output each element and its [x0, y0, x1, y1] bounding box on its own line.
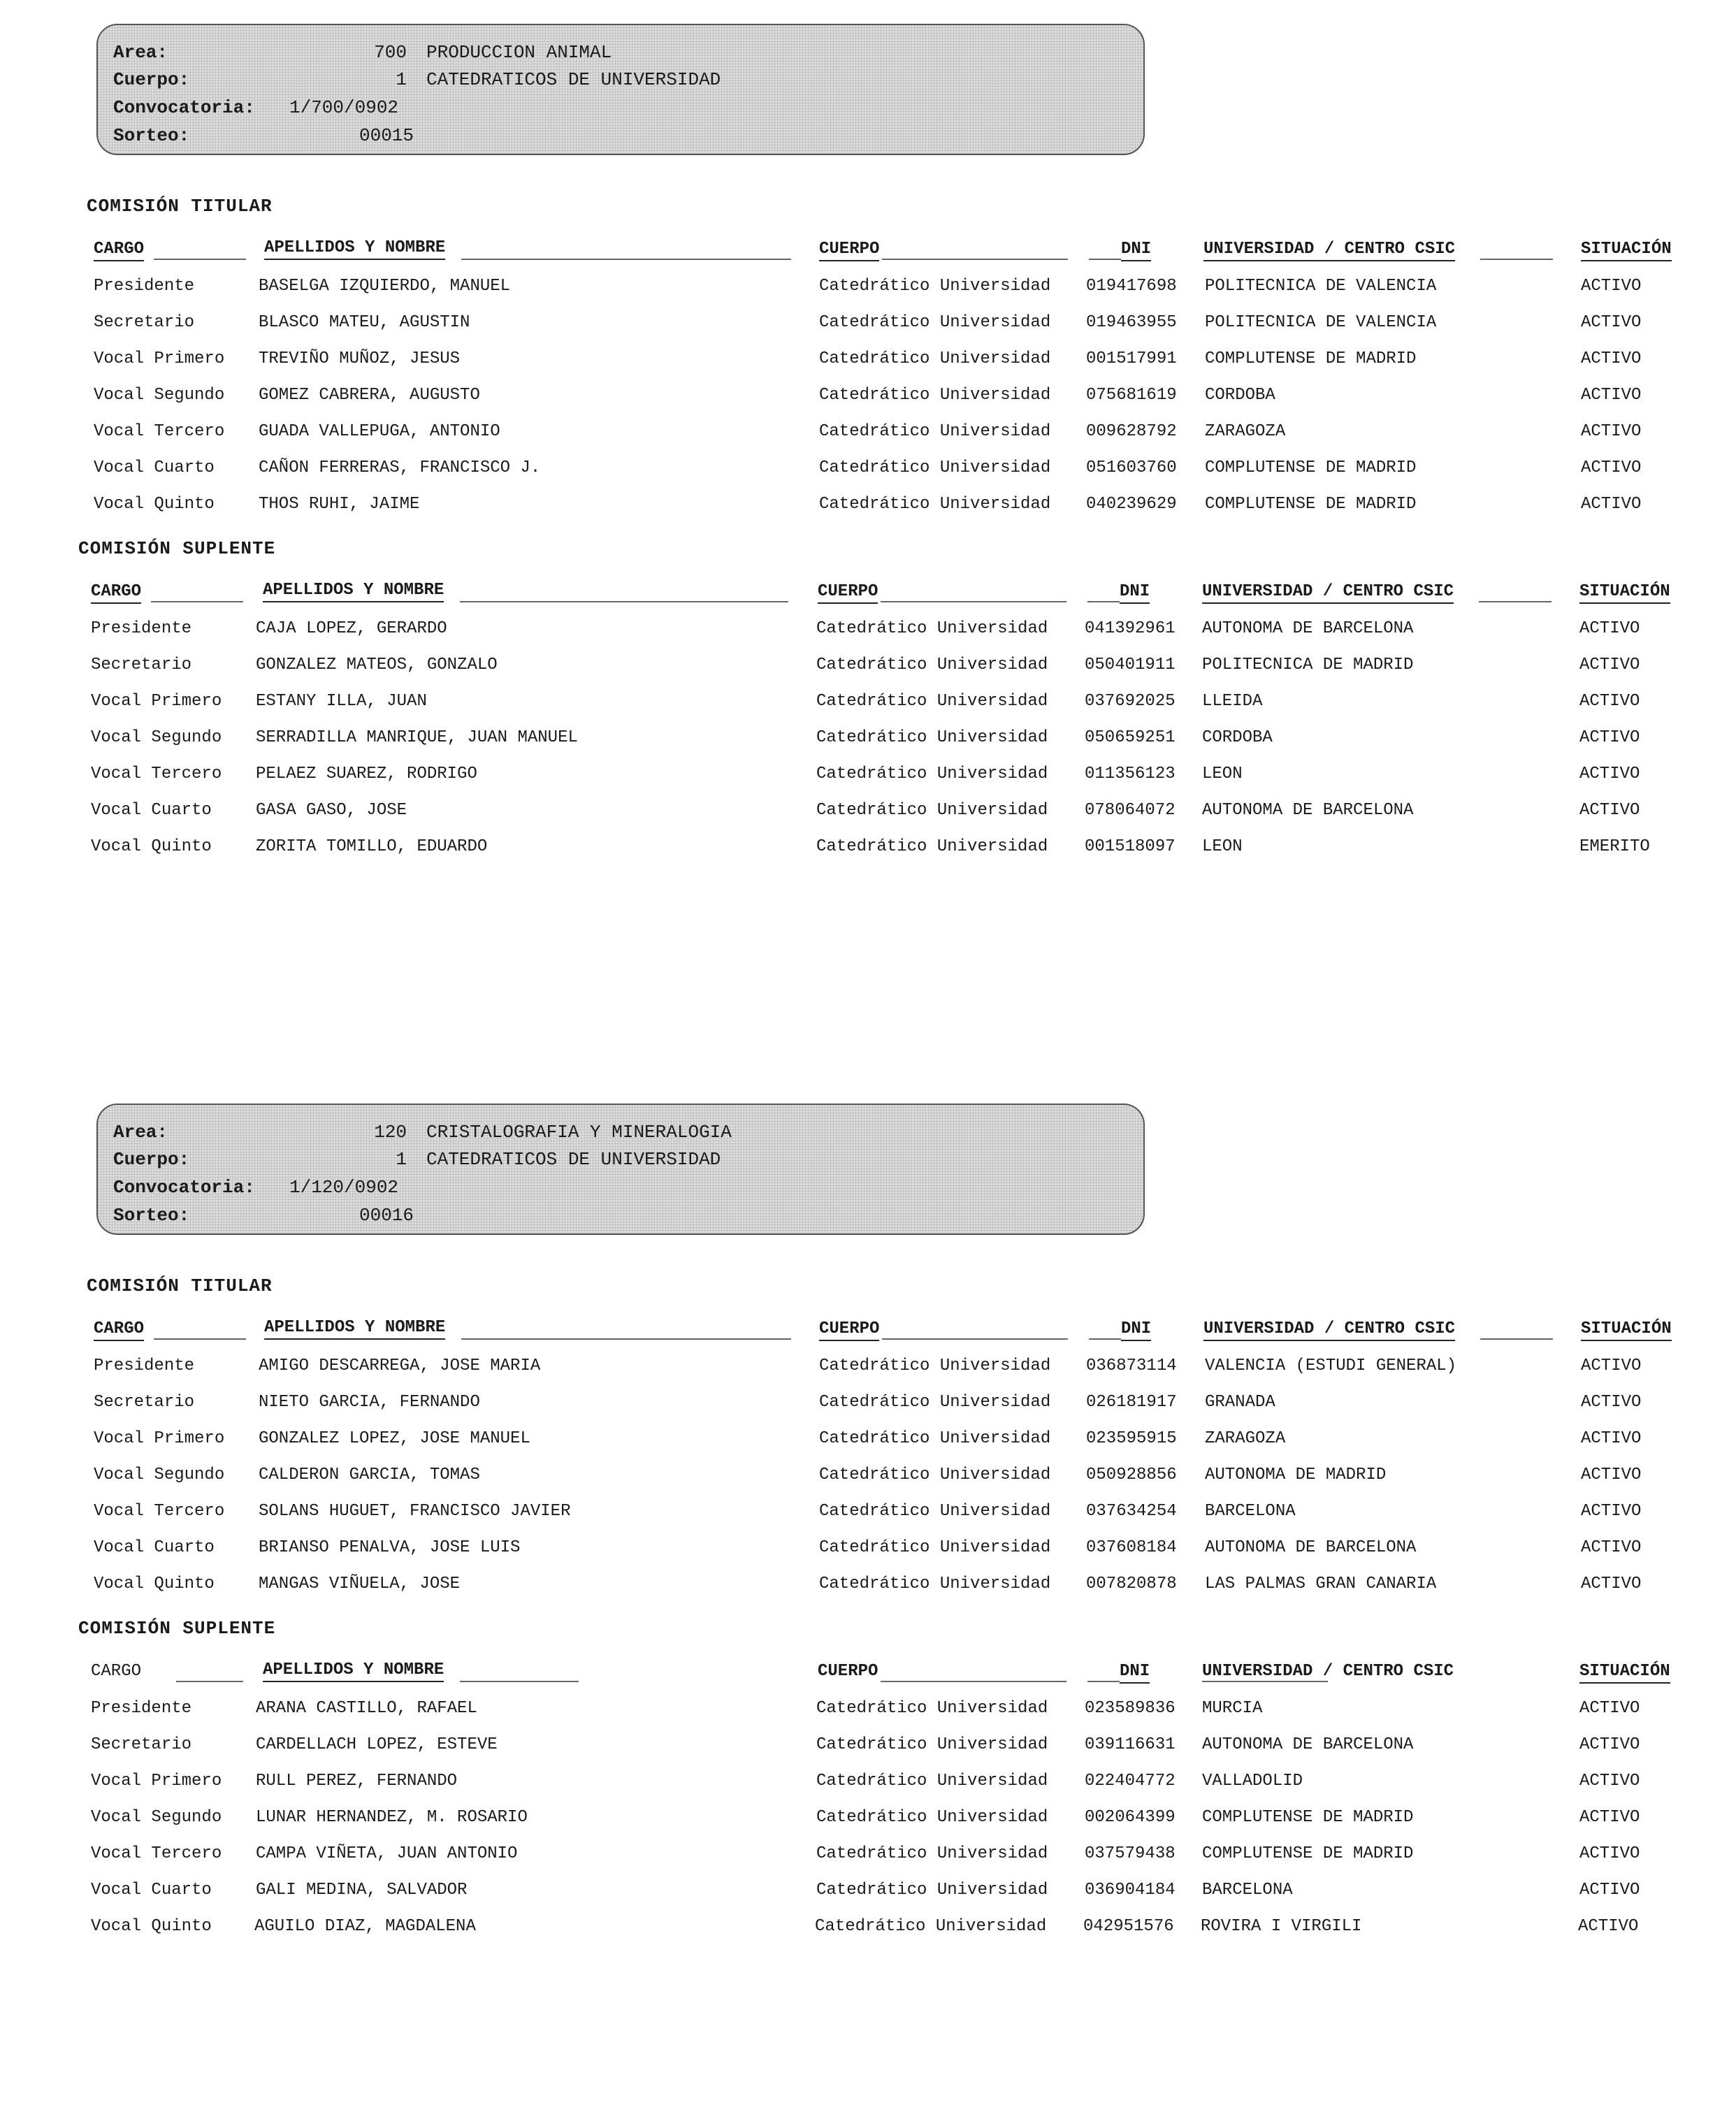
cuerpo-cell: Catedrático Universidad — [819, 386, 1051, 405]
col-rule — [154, 1338, 246, 1340]
cuerpo-code: 1 — [396, 69, 407, 90]
nombre-cell: ESTANY ILLA, JUAN — [256, 692, 427, 711]
situacion-cell: ACTIVO — [1581, 1357, 1642, 1375]
cargo-cell: Presidente — [94, 277, 195, 296]
nombre-cell: BASELGA IZQUIERDO, MANUEL — [259, 277, 511, 296]
col-rule — [881, 1681, 1066, 1682]
situacion-cell: ACTIVO — [1581, 1575, 1642, 1593]
dni-cell: 042951576 — [1083, 1917, 1174, 1936]
col-rule — [460, 601, 788, 602]
table-row — [0, 377, 1736, 414]
nombre-cell: TREVIÑO MUÑOZ, JESUS — [259, 349, 461, 368]
table-row — [0, 341, 1736, 377]
cuerpo-name: CATEDRATICOS DE UNIVERSIDAD — [426, 1149, 721, 1170]
dni-cell: 050928856 — [1086, 1466, 1177, 1484]
nombre-cell: GONZALEZ LOPEZ, JOSE MANUEL — [259, 1429, 530, 1448]
col-dni-header: DNI — [1121, 239, 1151, 261]
universidad-cell: ZARAGOZA — [1205, 1429, 1286, 1448]
universidad-cell: COMPLUTENSE DE MADRID — [1205, 458, 1417, 477]
dni-cell: 019463955 — [1086, 313, 1177, 332]
situacion-cell: ACTIVO — [1579, 1772, 1640, 1791]
nombre-cell: GONZALEZ MATEOS, GONZALO — [256, 656, 498, 674]
convocatoria-value: 1/120/0902 — [289, 1177, 399, 1198]
nombre-cell: SOLANS HUGUET, FRANCISCO JAVIER — [259, 1502, 571, 1521]
situacion-cell: ACTIVO — [1581, 277, 1642, 296]
col-rule — [151, 601, 243, 602]
situacion-cell: ACTIVO — [1579, 1844, 1640, 1863]
cargo-cell: Vocal Segundo — [94, 1466, 225, 1484]
col-dni-header: DNI — [1120, 581, 1150, 604]
col-rule — [1479, 601, 1551, 602]
situacion-cell: ACTIVO — [1579, 1881, 1640, 1900]
situacion-cell: ACTIVO — [1581, 349, 1642, 368]
cargo-cell: Secretario — [91, 1735, 192, 1754]
situacion-cell: ACTIVO — [1581, 495, 1642, 514]
nombre-cell: SERRADILLA MANRIQUE, JUAN MANUEL — [256, 728, 578, 747]
col-rule — [882, 1338, 1068, 1340]
dni-cell: 075681619 — [1086, 386, 1177, 405]
table-row — [0, 1421, 1736, 1457]
col-situacion-header: SITUACIÓN — [1579, 581, 1670, 604]
sorteo-label: Sorteo: — [113, 125, 190, 146]
table-row — [0, 1530, 1736, 1566]
universidad-cell: LAS PALMAS GRAN CANARIA — [1205, 1575, 1437, 1593]
nombre-cell: THOS RUHI, JAIME — [259, 495, 420, 514]
area-code: 120 — [374, 1122, 407, 1143]
dni-cell: 039116631 — [1085, 1735, 1176, 1754]
nombre-cell: CAJA LOPEZ, GERARDO — [256, 619, 447, 638]
nombre-cell: ZORITA TOMILLO, EDUARDO — [256, 837, 488, 856]
commission-title: COMISIÓN SUPLENTE — [78, 1618, 276, 1639]
universidad-cell: COMPLUTENSE DE MADRID — [1205, 495, 1417, 514]
universidad-cell: COMPLUTENSE DE MADRID — [1202, 1808, 1414, 1827]
cargo-cell: Presidente — [91, 619, 192, 638]
cargo-cell: Vocal Primero — [91, 692, 222, 711]
area-name: CRISTALOGRAFIA Y MINERALOGIA — [426, 1122, 732, 1143]
col-universidad-header: UNIVERSIDAD / CENTRO CSIC — [1202, 581, 1454, 604]
table-row — [0, 450, 1736, 486]
universidad-cell: LEON — [1202, 765, 1243, 783]
situacion-cell: ACTIVO — [1581, 1538, 1642, 1557]
col-nombre-header: APELLIDOS Y NOMBRE — [264, 1317, 445, 1340]
sorteo-value: 00015 — [359, 125, 414, 146]
area-block — [0, 0, 1736, 909]
col-situacion-header: SITUACIÓN — [1579, 1661, 1670, 1684]
cuerpo-cell: Catedrático Universidad — [816, 765, 1048, 783]
universidad-cell: COMPLUTENSE DE MADRID — [1205, 349, 1417, 368]
nombre-cell: BLASCO MATEU, AGUSTIN — [259, 313, 470, 332]
area-label: Area: — [113, 42, 168, 63]
cargo-cell: Vocal Tercero — [94, 422, 225, 441]
situacion-cell: ACTIVO — [1578, 1917, 1639, 1936]
dni-cell: 023595915 — [1086, 1429, 1177, 1448]
table-row — [0, 829, 1736, 865]
table-row — [0, 1800, 1736, 1836]
table-row — [0, 1457, 1736, 1493]
area-label: Area: — [113, 1122, 168, 1143]
area-code: 700 — [374, 42, 407, 63]
table-row — [0, 1691, 1736, 1727]
table-row — [0, 486, 1736, 523]
cargo-cell: Vocal Primero — [91, 1772, 222, 1791]
universidad-cell: POLITECNICA DE VALENCIA — [1205, 313, 1437, 332]
cuerpo-cell: Catedrático Universidad — [816, 1808, 1048, 1827]
col-dni-header: DNI — [1120, 1661, 1150, 1684]
cuerpo-cell: Catedrático Universidad — [819, 1393, 1051, 1412]
dni-cell: 037608184 — [1086, 1538, 1177, 1557]
cuerpo-cell: Catedrático Universidad — [819, 422, 1051, 441]
col-rule — [882, 259, 1068, 260]
table-row — [0, 720, 1736, 756]
cargo-cell: Vocal Segundo — [91, 1808, 222, 1827]
sorteo-row — [113, 122, 414, 150]
table-row — [0, 1909, 1736, 1945]
situacion-cell: ACTIVO — [1581, 1429, 1642, 1448]
cuerpo-cell: Catedrático Universidad — [819, 313, 1051, 332]
col-nombre-header: APELLIDOS Y NOMBRE — [263, 580, 444, 602]
col-rule — [176, 1681, 243, 1682]
nombre-cell: GALI MEDINA, SALVADOR — [256, 1881, 468, 1900]
col-universidad-header: UNIVERSIDAD / CENTRO CSIC — [1203, 1319, 1455, 1341]
cargo-cell: Presidente — [91, 1699, 192, 1718]
cargo-cell: Vocal Tercero — [91, 1844, 222, 1863]
nombre-cell: CARDELLACH LOPEZ, ESTEVE — [256, 1735, 498, 1754]
cuerpo-cell: Catedrático Universidad — [816, 1881, 1048, 1900]
table-row — [0, 647, 1736, 683]
situacion-cell: ACTIVO — [1579, 765, 1640, 783]
col-universidad-header: UNIVERSIDAD / CENTRO CSIC — [1202, 1662, 1454, 1681]
dni-cell: 040239629 — [1086, 495, 1177, 514]
nombre-cell: CAMPA VIÑETA, JUAN ANTONIO — [256, 1844, 518, 1863]
cargo-cell: Vocal Primero — [94, 1429, 225, 1448]
cuerpo-cell: Catedrático Universidad — [819, 1502, 1051, 1521]
dni-cell: 051603760 — [1086, 458, 1177, 477]
situacion-cell: ACTIVO — [1579, 1808, 1640, 1827]
table-row — [0, 1384, 1736, 1421]
dni-cell: 041392961 — [1085, 619, 1176, 638]
dni-cell: 078064072 — [1085, 801, 1176, 820]
col-rule — [1087, 1681, 1120, 1682]
cargo-cell: Vocal Quinto — [91, 1917, 212, 1936]
col-cuerpo-header: CUERPO — [819, 239, 879, 261]
universidad-cell: CORDOBA — [1202, 728, 1273, 747]
table-row — [0, 1566, 1736, 1603]
commission-title: COMISIÓN TITULAR — [87, 1275, 273, 1296]
nombre-cell: GOMEZ CABRERA, AUGUSTO — [259, 386, 480, 405]
situacion-cell: ACTIVO — [1579, 656, 1640, 674]
col-rule — [1087, 601, 1120, 602]
col-rule — [1089, 1338, 1121, 1340]
dni-cell: 001517991 — [1086, 349, 1177, 368]
sorteo-value: 00016 — [359, 1205, 414, 1226]
cuerpo-row — [113, 66, 721, 94]
nombre-cell: RULL PEREZ, FERNANDO — [256, 1772, 458, 1791]
table-row — [0, 1836, 1736, 1872]
col-situacion-header: SITUACIÓN — [1581, 239, 1672, 261]
universidad-cell: BARCELONA — [1205, 1502, 1296, 1521]
universidad-cell: POLITECNICA DE VALENCIA — [1205, 277, 1437, 296]
cuerpo-cell: Catedrático Universidad — [819, 495, 1051, 514]
cargo-cell: Presidente — [94, 1357, 195, 1375]
col-rule — [1089, 259, 1121, 260]
cuerpo-cell: Catedrático Universidad — [819, 1357, 1051, 1375]
situacion-cell: ACTIVO — [1579, 1735, 1640, 1754]
universidad-cell: CORDOBA — [1205, 386, 1275, 405]
universidad-cell: AUTONOMA DE BARCELONA — [1202, 1735, 1414, 1754]
table-row — [0, 611, 1736, 647]
universidad-cell: ROVIRA I VIRGILI — [1201, 1917, 1362, 1936]
area-row — [113, 38, 612, 66]
cargo-cell: Vocal Quinto — [91, 837, 212, 856]
universidad-cell: POLITECNICA DE MADRID — [1202, 656, 1414, 674]
convocatoria-row — [113, 94, 399, 122]
universidad-cell: LEON — [1202, 837, 1243, 856]
cuerpo-cell: Catedrático Universidad — [819, 277, 1051, 296]
universidad-cell: GRANADA — [1205, 1393, 1275, 1412]
cuerpo-name: CATEDRATICOS DE UNIVERSIDAD — [426, 69, 721, 90]
situacion-cell: ACTIVO — [1579, 728, 1640, 747]
col-rule — [1202, 1681, 1328, 1682]
area-header-box — [96, 1104, 1145, 1235]
nombre-cell: CALDERON GARCIA, TOMAS — [259, 1466, 480, 1484]
situacion-cell: ACTIVO — [1579, 1699, 1640, 1718]
cuerpo-label: Cuerpo: — [113, 69, 190, 90]
universidad-cell: COMPLUTENSE DE MADRID — [1202, 1844, 1414, 1863]
col-rule — [881, 601, 1066, 602]
cuerpo-cell: Catedrático Universidad — [816, 1735, 1048, 1754]
col-nombre-header: APELLIDOS Y NOMBRE — [263, 1660, 444, 1682]
situacion-cell: ACTIVO — [1581, 1393, 1642, 1412]
cuerpo-cell: Catedrático Universidad — [816, 692, 1048, 711]
table-row — [0, 756, 1736, 793]
col-cargo-header: CARGO — [91, 581, 141, 604]
cargo-cell: Vocal Segundo — [91, 728, 222, 747]
universidad-cell: MURCIA — [1202, 1699, 1263, 1718]
cuerpo-cell: Catedrático Universidad — [816, 1699, 1048, 1718]
cuerpo-cell: Catedrático Universidad — [816, 837, 1048, 856]
col-rule — [154, 259, 246, 260]
nombre-cell: GASA GASO, JOSE — [256, 801, 407, 820]
situacion-cell: EMERITO — [1579, 837, 1650, 856]
dni-cell: 037692025 — [1085, 692, 1176, 711]
situacion-cell: ACTIVO — [1581, 458, 1642, 477]
col-rule — [1480, 1338, 1553, 1340]
dni-cell: 037634254 — [1086, 1502, 1177, 1521]
situacion-cell: ACTIVO — [1581, 1466, 1642, 1484]
universidad-cell: VALENCIA (ESTUDI GENERAL) — [1205, 1357, 1457, 1375]
table-row — [0, 683, 1736, 720]
col-situacion-header: SITUACIÓN — [1581, 1319, 1672, 1341]
cuerpo-label: Cuerpo: — [113, 1149, 190, 1170]
dni-cell: 026181917 — [1086, 1393, 1177, 1412]
nombre-cell: MANGAS VIÑUELA, JOSE — [259, 1575, 461, 1593]
commission-title: COMISIÓN SUPLENTE — [78, 538, 276, 559]
cargo-cell: Vocal Cuarto — [91, 1881, 212, 1900]
col-nombre-header: APELLIDOS Y NOMBRE — [264, 238, 445, 260]
commission-title: COMISIÓN TITULAR — [87, 196, 273, 217]
dni-cell: 001518097 — [1085, 837, 1176, 856]
col-cuerpo-header: CUERPO — [819, 1319, 879, 1341]
dni-cell: 050401911 — [1085, 656, 1176, 674]
nombre-cell: BRIANSO PENALVA, JOSE LUIS — [259, 1538, 521, 1557]
col-cargo-header: CARGO — [91, 1662, 142, 1681]
convocatoria-value: 1/700/0902 — [289, 97, 399, 118]
nombre-cell: LUNAR HERNANDEZ, M. ROSARIO — [256, 1808, 528, 1827]
area-block — [0, 1080, 1736, 1988]
col-rule — [460, 1681, 579, 1682]
dni-cell: 023589836 — [1085, 1699, 1176, 1718]
cuerpo-cell: Catedrático Universidad — [819, 1538, 1051, 1557]
nombre-cell: GUADA VALLEPUGA, ANTONIO — [259, 422, 500, 441]
cargo-cell: Secretario — [94, 313, 195, 332]
col-rule — [1480, 259, 1553, 260]
nombre-cell: PELAEZ SUAREZ, RODRIGO — [256, 765, 477, 783]
col-cargo-header: CARGO — [94, 1319, 144, 1341]
cuerpo-cell: Catedrático Universidad — [815, 1917, 1047, 1936]
dni-cell: 007820878 — [1086, 1575, 1177, 1593]
col-cuerpo-header: CUERPO — [818, 581, 878, 604]
universidad-cell: AUTONOMA DE BARCELONA — [1202, 619, 1414, 638]
cuerpo-cell: Catedrático Universidad — [819, 1575, 1051, 1593]
cargo-cell: Vocal Cuarto — [94, 1538, 215, 1557]
cargo-cell: Secretario — [94, 1393, 195, 1412]
table-row — [0, 1493, 1736, 1530]
nombre-cell: AMIGO DESCARREGA, JOSE MARIA — [259, 1357, 541, 1375]
nombre-cell: CAÑON FERRERAS, FRANCISCO J. — [259, 458, 541, 477]
sorteo-label: Sorteo: — [113, 1205, 190, 1226]
universidad-cell: AUTONOMA DE MADRID — [1205, 1466, 1387, 1484]
universidad-cell: ZARAGOZA — [1205, 422, 1286, 441]
cuerpo-cell: Catedrático Universidad — [816, 619, 1048, 638]
cuerpo-code: 1 — [396, 1149, 407, 1170]
cuerpo-cell: Catedrático Universidad — [819, 349, 1051, 368]
table-row — [0, 1763, 1736, 1800]
situacion-cell: ACTIVO — [1579, 619, 1640, 638]
sorteo-row — [113, 1201, 414, 1229]
nombre-cell: AGUILO DIAZ, MAGDALENA — [254, 1917, 476, 1936]
situacion-cell: ACTIVO — [1579, 692, 1640, 711]
situacion-cell: ACTIVO — [1581, 313, 1642, 332]
universidad-cell: LLEIDA — [1202, 692, 1263, 711]
cargo-cell: Vocal Tercero — [91, 765, 222, 783]
cargo-cell: Vocal Cuarto — [91, 801, 212, 820]
cargo-cell: Vocal Tercero — [94, 1502, 225, 1521]
dni-cell: 036904184 — [1085, 1881, 1176, 1900]
table-row — [0, 1872, 1736, 1909]
col-rule — [461, 1338, 791, 1340]
universidad-cell: VALLADOLID — [1202, 1772, 1303, 1791]
cuerpo-cell: Catedrático Universidad — [816, 1844, 1048, 1863]
cuerpo-cell: Catedrático Universidad — [819, 458, 1051, 477]
universidad-cell: BARCELONA — [1202, 1881, 1293, 1900]
dni-cell: 037579438 — [1085, 1844, 1176, 1863]
convocatoria-label: Convocatoria: — [113, 1177, 255, 1198]
dni-cell: 009628792 — [1086, 422, 1177, 441]
table-row — [0, 793, 1736, 829]
col-cuerpo-header: CUERPO — [818, 1662, 878, 1681]
cuerpo-cell: Catedrático Universidad — [816, 728, 1048, 747]
cuerpo-cell: Catedrático Universidad — [819, 1466, 1051, 1484]
cuerpo-row — [113, 1145, 721, 1173]
area-name: PRODUCCION ANIMAL — [426, 42, 612, 63]
table-row — [0, 1348, 1736, 1384]
table-row — [0, 414, 1736, 450]
nombre-cell: ARANA CASTILLO, RAFAEL — [256, 1699, 477, 1718]
convocatoria-row — [113, 1173, 399, 1201]
area-header-box — [96, 24, 1145, 155]
col-cargo-header: CARGO — [94, 239, 144, 261]
cargo-cell: Vocal Quinto — [94, 495, 215, 514]
col-universidad-header: UNIVERSIDAD / CENTRO CSIC — [1203, 239, 1455, 261]
dni-cell: 036873114 — [1086, 1357, 1177, 1375]
area-row — [113, 1118, 732, 1146]
table-row — [0, 1727, 1736, 1763]
dni-cell: 050659251 — [1085, 728, 1176, 747]
nombre-cell: NIETO GARCIA, FERNANDO — [259, 1393, 480, 1412]
cuerpo-cell: Catedrático Universidad — [819, 1429, 1051, 1448]
col-rule — [461, 259, 791, 260]
cargo-cell: Vocal Primero — [94, 349, 225, 368]
dni-cell: 022404772 — [1085, 1772, 1176, 1791]
situacion-cell: ACTIVO — [1579, 801, 1640, 820]
universidad-cell: AUTONOMA DE BARCELONA — [1202, 801, 1414, 820]
cargo-cell: Vocal Cuarto — [94, 458, 215, 477]
dni-cell: 011356123 — [1085, 765, 1176, 783]
dni-cell: 019417698 — [1086, 277, 1177, 296]
table-row — [0, 305, 1736, 341]
universidad-cell: AUTONOMA DE BARCELONA — [1205, 1538, 1417, 1557]
cuerpo-cell: Catedrático Universidad — [816, 656, 1048, 674]
cuerpo-cell: Catedrático Universidad — [816, 801, 1048, 820]
situacion-cell: ACTIVO — [1581, 386, 1642, 405]
dni-cell: 002064399 — [1085, 1808, 1176, 1827]
situacion-cell: ACTIVO — [1581, 422, 1642, 441]
cargo-cell: Vocal Segundo — [94, 386, 225, 405]
cuerpo-cell: Catedrático Universidad — [816, 1772, 1048, 1791]
cargo-cell: Secretario — [91, 656, 192, 674]
cargo-cell: Vocal Quinto — [94, 1575, 215, 1593]
table-row — [0, 268, 1736, 305]
col-dni-header: DNI — [1121, 1319, 1151, 1341]
situacion-cell: ACTIVO — [1581, 1502, 1642, 1521]
convocatoria-label: Convocatoria: — [113, 97, 255, 118]
